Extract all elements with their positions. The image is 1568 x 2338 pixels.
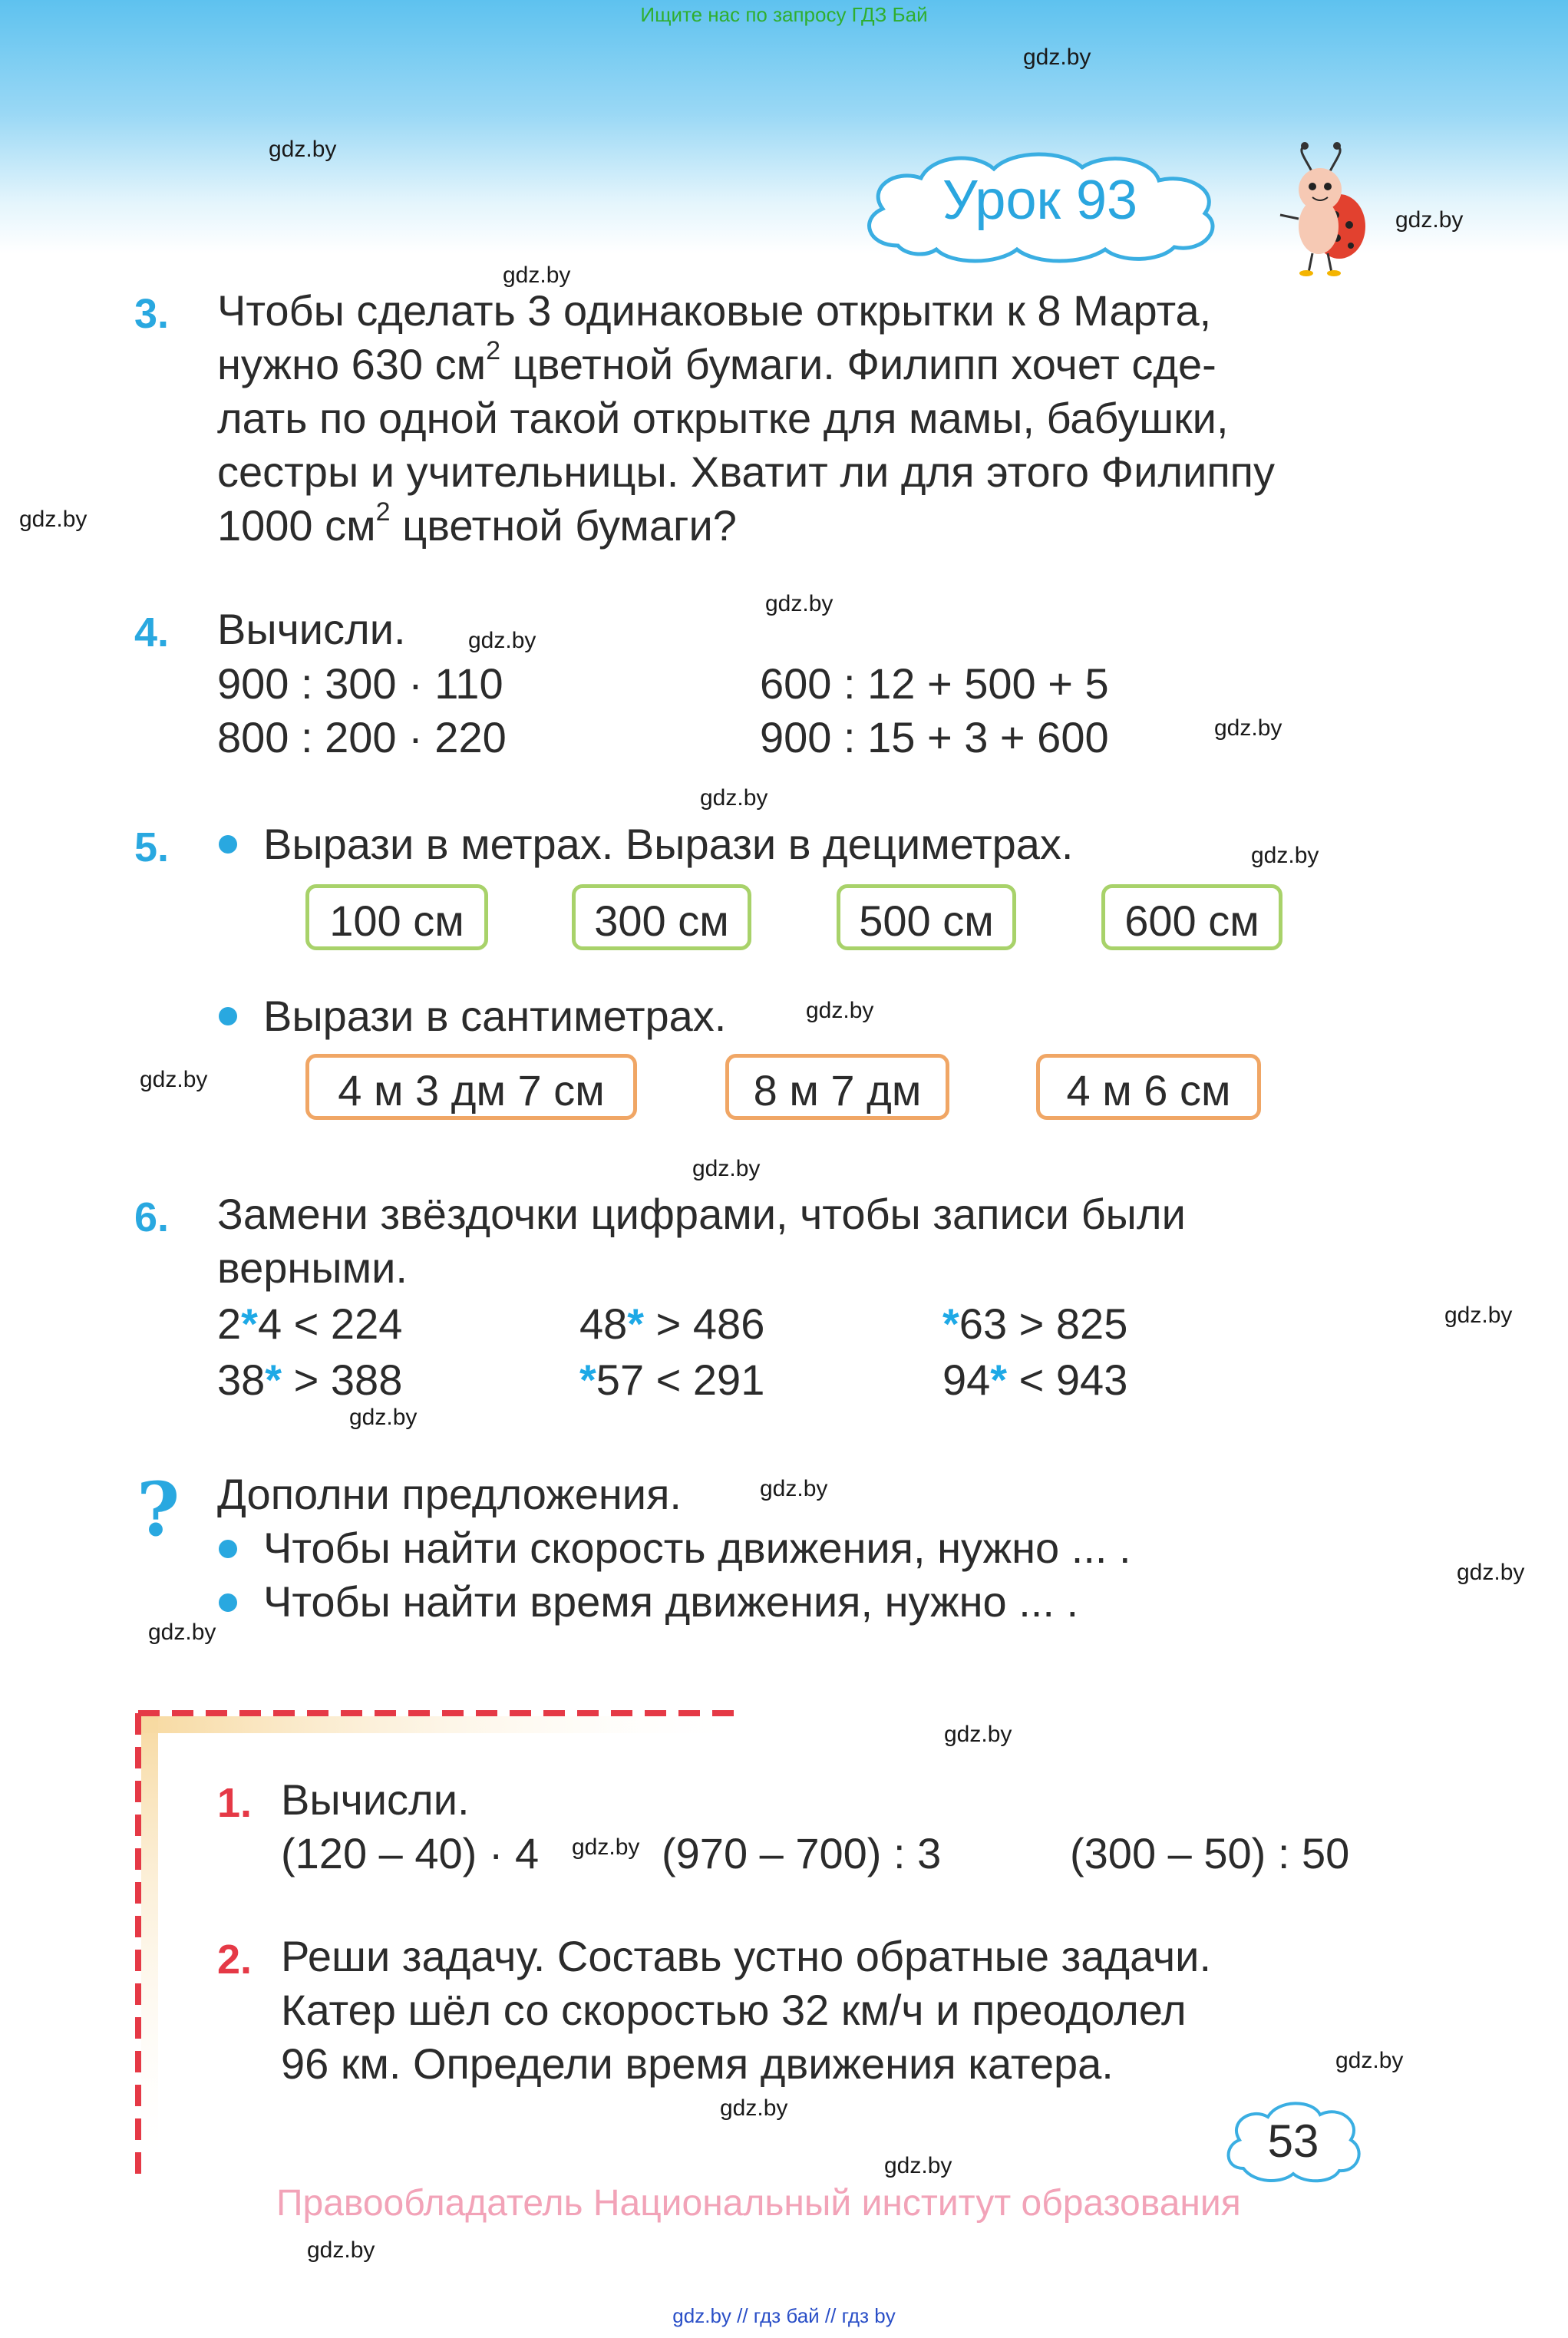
bullet — [219, 1593, 237, 1612]
watermark[interactable]: gdz.by — [572, 1834, 640, 1860]
question-item: Чтобы найти скорость движения, нужно ... . — [263, 1524, 1131, 1572]
task3-line5: 1000 $см^2$ цветной бумаги? — [217, 497, 737, 550]
task5-part2: Вырази в сантиметрах. — [263, 992, 727, 1040]
copyright: Правообладатель Национальный институт образования — [276, 2183, 1241, 2224]
measure-box: 300 см — [572, 884, 751, 950]
top-banner[interactable]: Ищите нас по запросу ГДЗ Бай — [640, 3, 928, 26]
ladybug-icon — [1274, 142, 1374, 276]
expression: 800 : 200 · 220 — [217, 713, 507, 761]
watermark[interactable]: gdz.by — [307, 2237, 375, 2263]
task5-part1: Вырази в метрах. Вырази в дециметрах. — [263, 820, 1074, 868]
question-title: Дополни предложения. — [217, 1470, 682, 1518]
bullet — [219, 835, 237, 854]
task3-line2: нужно 630 $см^2$ цветной бумаги. Филипп хочет сде- — [217, 336, 1216, 388]
watermark[interactable]: gdz.by — [1444, 1303, 1513, 1328]
lesson-title: Урок 93 — [942, 170, 1138, 231]
watermark[interactable]: gdz.by — [468, 628, 536, 653]
task6-line1: Замени звёздочки цифрами, чтобы записи были — [217, 1190, 1186, 1238]
watermark[interactable]: gdz.by — [1023, 45, 1091, 70]
watermark[interactable]: gdz.by — [269, 137, 337, 162]
watermark[interactable]: gdz.by — [692, 1156, 761, 1181]
expression: (300 – 50) : 50 — [1070, 1829, 1350, 1877]
bullet — [219, 1540, 237, 1558]
footer-links[interactable]: gdz.by // гдз бай // гдз by — [672, 2304, 896, 2327]
expression: 900 : 15 + 3 + 600 — [760, 713, 1109, 761]
inequality: 2*4 < 224 — [217, 1299, 403, 1348]
watermark[interactable]: gdz.by — [765, 591, 834, 616]
watermark[interactable]: gdz.by — [700, 785, 768, 811]
watermark[interactable]: gdz.by — [1335, 2048, 1404, 2073]
task-number: 6. — [134, 1194, 170, 1240]
inequality: 94* < 943 — [942, 1356, 1128, 1404]
watermark[interactable]: gdz.by — [1251, 843, 1319, 868]
measure-box: 600 см — [1101, 884, 1282, 950]
expression: (970 – 700) : 3 — [662, 1829, 942, 1877]
measure-box: 4 м 3 дм 7 см — [305, 1054, 637, 1120]
task3-line3: лать по одной такой открытке для мамы, бабушки, — [217, 394, 1229, 442]
watermark[interactable]: gdz.by — [140, 1067, 208, 1092]
measure-box: 8 м 7 дм — [725, 1054, 949, 1120]
question-item: Чтобы найти время движения, нужно ... . — [263, 1577, 1079, 1626]
question-icon — [132, 1474, 186, 1550]
measure-box: 100 см — [305, 884, 488, 950]
measure-box: 4 м 6 см — [1036, 1054, 1261, 1120]
watermark[interactable]: gdz.by — [503, 263, 571, 288]
watermark[interactable]: gdz.by — [720, 2095, 788, 2121]
watermark[interactable]: gdz.by — [1457, 1560, 1525, 1585]
inequality: 38* > 388 — [217, 1356, 403, 1404]
inequality: *57 < 291 — [579, 1356, 765, 1404]
task3-line4: сестры и учительницы. Хватит ли для этого Филиппу — [217, 447, 1275, 496]
task-number: 5. — [134, 824, 170, 870]
expression: 600 : 12 + 500 + 5 — [760, 659, 1109, 708]
watermark[interactable]: gdz.by — [1214, 715, 1282, 741]
watermark[interactable]: gdz.by — [806, 998, 874, 1023]
watermark[interactable]: gdz.by — [19, 507, 87, 532]
task-number: 1. — [217, 1780, 253, 1826]
svg-text:?: ? — [137, 1474, 180, 1550]
watermark[interactable]: gdz.by — [884, 2153, 952, 2178]
extra2-line1: Реши задачу. Составь устно обратные задачи. — [281, 1932, 1212, 1980]
watermark[interactable]: gdz.by — [944, 1722, 1012, 1747]
inequality: *63 > 825 — [942, 1299, 1128, 1348]
expression: (120 – 40) · 4 — [281, 1829, 540, 1877]
task6-line2: верными. — [217, 1243, 408, 1292]
extra1-title: Вычисли. — [281, 1775, 470, 1824]
task4-title: Вычисли. — [217, 605, 406, 653]
watermark[interactable]: gdz.by — [148, 1620, 216, 1645]
watermark[interactable]: gdz.by — [349, 1405, 418, 1430]
task3-line1: Чтобы сделать 3 одинаковые открытки к 8 Марта, — [217, 286, 1212, 335]
inequality: 48* > 486 — [579, 1299, 765, 1348]
measure-box: 500 см — [837, 884, 1016, 950]
expression: 900 : 300 · 110 — [217, 659, 503, 708]
task-number: 3. — [134, 291, 170, 337]
task-number: 4. — [134, 609, 170, 655]
extra2-line3: 96 км. Определи время движения катера. — [281, 2039, 1114, 2088]
page-number: 53 — [1267, 2115, 1319, 2167]
watermark[interactable]: gdz.by — [760, 1476, 828, 1501]
task-number: 2. — [217, 1937, 253, 1983]
watermark[interactable]: gdz.by — [1395, 207, 1464, 233]
bullet — [219, 1007, 237, 1025]
extra2-line2: Катер шёл со скоростью 32 км/ч и преодолел — [281, 1986, 1187, 2034]
